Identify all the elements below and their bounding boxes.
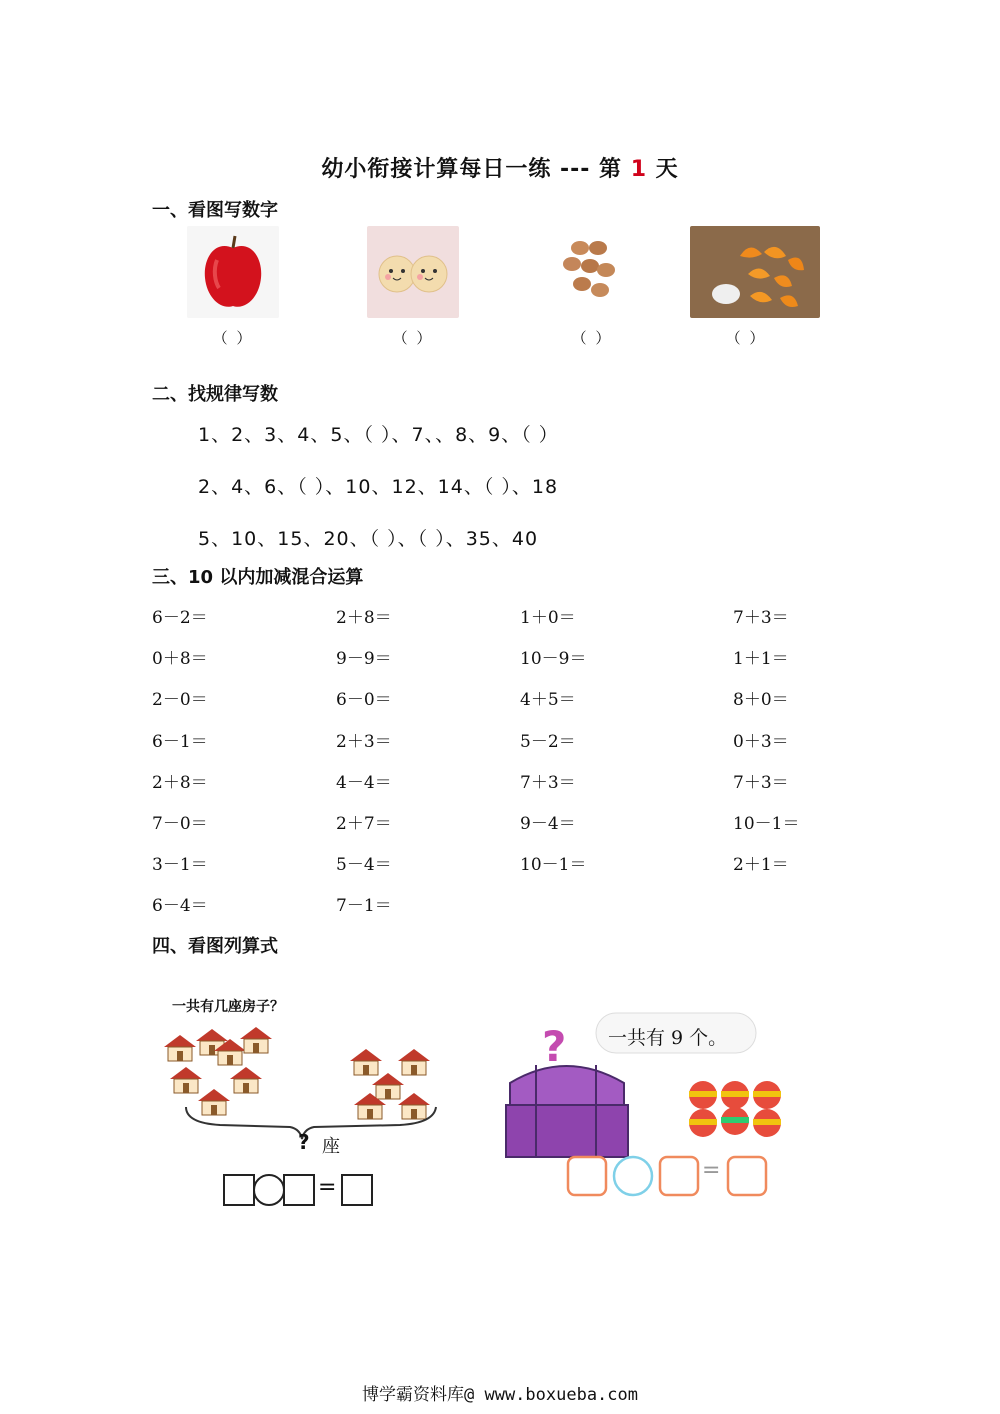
- eggs-image: [546, 226, 638, 318]
- title-day-number: 1: [630, 157, 647, 182]
- equation-item: 9－4＝: [520, 814, 576, 834]
- equation-item: 10－1＝: [520, 855, 587, 875]
- equation-item: 5－4＝: [336, 855, 392, 875]
- equation-item: 6－2＝: [152, 608, 208, 628]
- equation-item: 0＋8＝: [152, 649, 208, 669]
- equation-item: 6－0＝: [336, 690, 392, 710]
- answer-paren-3[interactable]: （ ）: [571, 329, 613, 347]
- chest-question-mark: ?: [542, 1022, 567, 1071]
- title-main: 幼小衔接计算每日一练 --- 第: [321, 157, 631, 182]
- equation-item: 2＋1＝: [733, 855, 789, 875]
- equation-item: 4＋5＝: [520, 690, 576, 710]
- equation-item: 1＋1＝: [733, 649, 789, 669]
- equation-item: 6－4＝: [152, 896, 208, 916]
- equation-item: 2＋8＝: [152, 773, 208, 793]
- answer-paren-2[interactable]: （ ）: [392, 329, 434, 347]
- houses-equals: =: [318, 1175, 337, 1200]
- title-suffix: 天: [647, 157, 679, 182]
- sequence-row-1: 1、2、3、4、5、（ ）、7、、8、9、（ ）: [198, 424, 559, 446]
- houses-question-mark: ?: [298, 1130, 310, 1154]
- equation-item: 2＋8＝: [336, 608, 392, 628]
- equation-item: 2－0＝: [152, 690, 208, 710]
- houses-illustration: [150, 1015, 460, 1215]
- orange-slices-image: [690, 226, 820, 318]
- section3-heading: 三、10 以内加减混合运算: [152, 567, 364, 588]
- equation-item: 7＋3＝: [733, 773, 789, 793]
- equation-item: 10－1＝: [733, 814, 800, 834]
- houses-question: 一共有几座房子？: [172, 999, 284, 1015]
- sequence-row-3: 5、10、15、20、（ ）、（ ）、35、40: [198, 528, 539, 550]
- footer-watermark: 博学霸资料库@ www.boxueba.com: [362, 1385, 638, 1405]
- section2-heading: 二、找规律写数: [152, 384, 278, 405]
- equation-item: 9－9＝: [336, 649, 392, 669]
- equation-item: 4－4＝: [336, 773, 392, 793]
- cookies-image: [367, 226, 459, 318]
- equation-item: 6－1＝: [152, 732, 208, 752]
- sequence-row-2: 2、4、6、（ ）、10、12、14、（ ）、18: [198, 476, 559, 498]
- apple-image: [187, 226, 279, 318]
- equation-item: 8＋0＝: [733, 690, 789, 710]
- equation-item: 5－2＝: [520, 732, 576, 752]
- answer-paren-1[interactable]: （ ）: [212, 329, 254, 347]
- equation-item: 10－9＝: [520, 649, 587, 669]
- equation-item: 3－1＝: [152, 855, 208, 875]
- answer-paren-4[interactable]: （ ）: [725, 329, 767, 347]
- section1-heading: 一、看图写数字: [152, 200, 278, 221]
- equation-item: 2＋7＝: [336, 814, 392, 834]
- equation-item: 0＋3＝: [733, 732, 789, 752]
- page-title: [0, 152, 1000, 183]
- equation-item: 7＋3＝: [733, 608, 789, 628]
- equation-item: 7－0＝: [152, 814, 208, 834]
- equation-item: 7－1＝: [336, 896, 392, 916]
- chest-equals: =: [702, 1158, 721, 1183]
- chest-bubble-text: 一共有 9 个。: [608, 1027, 728, 1049]
- houses-unit: 座: [322, 1136, 340, 1157]
- section4-heading: 四、看图列算式: [152, 936, 278, 957]
- equation-item: 7＋3＝: [520, 773, 576, 793]
- equation-item: 2＋3＝: [336, 732, 392, 752]
- equation-item: 1＋0＝: [520, 608, 576, 628]
